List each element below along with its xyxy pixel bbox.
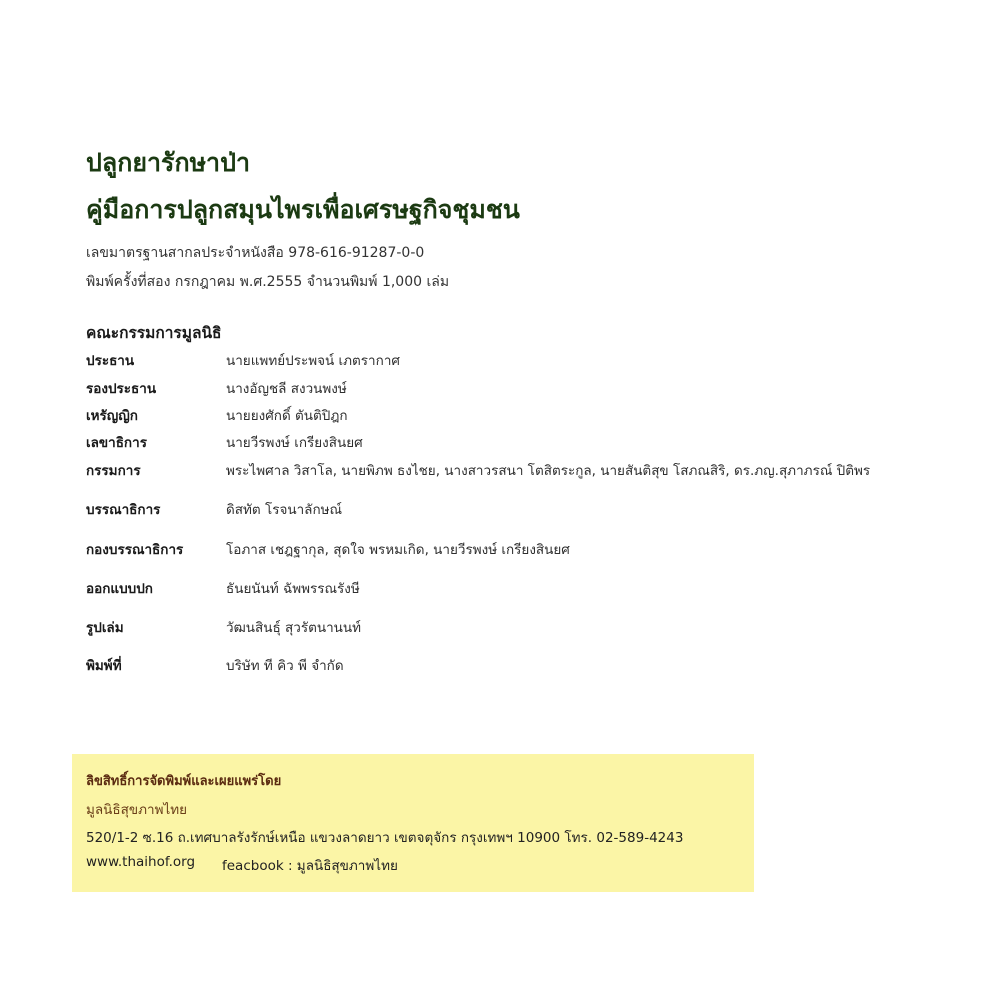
credit-role: บรรณาธิการ xyxy=(86,502,161,518)
credit-name: ดิสทัต โรจนาลักษณ์ xyxy=(226,502,343,518)
committee-heading: คณะกรรมการมูลนิธิ xyxy=(86,324,222,342)
publisher-name: มูลนิธิสุขภาพไทย xyxy=(86,802,188,818)
committee-role: เลขาธิการ xyxy=(86,435,147,451)
committee-role: รองประธาน xyxy=(86,381,157,397)
credit-role: รูปเล่ม xyxy=(86,620,124,636)
committee-name: พระไพศาล วิสาโล, นายพิภพ ธงไชย, นางสาวรสนา โตสิตระกูล, นายสันติสุข โสภณสิริ, ดร.ภญ.สุภาภรณ์ ปิติพร xyxy=(226,463,871,479)
committee-name: นายแพทย์ประพจน์ เภตรากาศ xyxy=(226,353,400,369)
book-subtitle: คู่มือการปลูกสมุนไพรเพื่อเศรษฐกิจชุมชน xyxy=(86,195,520,224)
facebook-text: feacbook : มูลนิธิสุขภาพไทย xyxy=(222,858,398,874)
copyright-heading: ลิขสิทธิ์การจัดพิมพ์และเผยแพร่โดย xyxy=(86,774,282,789)
credit-name: ธันยนันท์ ฉัพพรรณรังษี xyxy=(226,581,360,597)
committee-role: เหรัญญิก xyxy=(86,408,138,424)
credit-role: พิมพ์ที่ xyxy=(86,658,122,674)
committee-role: ประธาน xyxy=(86,353,135,369)
contact-line xyxy=(86,854,398,874)
credit-name: วัฒนสินธุ์ สุวรัตนานนท์ xyxy=(226,620,362,636)
publisher-address: 520/1-2 ซ.16 ถ.เทศบาลรังรักษ์เหนือ แขวงลาดยาว เขตจตุจักร กรุงเทพฯ 10900 โทร. 02-589-4243 xyxy=(86,830,684,846)
credit-role: ออกแบบปก xyxy=(86,581,153,597)
website-link[interactable]: www.thaihof.org xyxy=(86,854,196,870)
copyright-box xyxy=(72,754,754,892)
committee-name: นางอัญชลี สงวนพงษ์ xyxy=(226,381,347,397)
isbn-line: เลขมาตรฐานสากลประจำหนังสือ 978-616-91287-0-0 xyxy=(86,245,425,261)
credit-name: โอภาส เชฎฐากุล, สุดใจ พรหมเกิด, นายวีรพงษ์ เกรียงสินยศ xyxy=(226,542,570,558)
committee-name: นายยงศักดิ์ ตันติปิฎก xyxy=(226,408,348,424)
credit-name: บริษัท ที คิว พี จำกัด xyxy=(226,658,344,674)
book-title: ปลูกยารักษาป่า xyxy=(86,148,251,177)
committee-name: นายวีรพงษ์ เกรียงสินยศ xyxy=(226,435,363,451)
committee-role: กรรมการ xyxy=(86,463,141,479)
print-info-line: พิมพ์ครั้งที่สอง กรกฎาคม พ.ศ.2555 จำนวนพิมพ์ 1,000 เล่ม xyxy=(86,274,450,290)
credit-role: กองบรรณาธิการ xyxy=(86,542,184,558)
